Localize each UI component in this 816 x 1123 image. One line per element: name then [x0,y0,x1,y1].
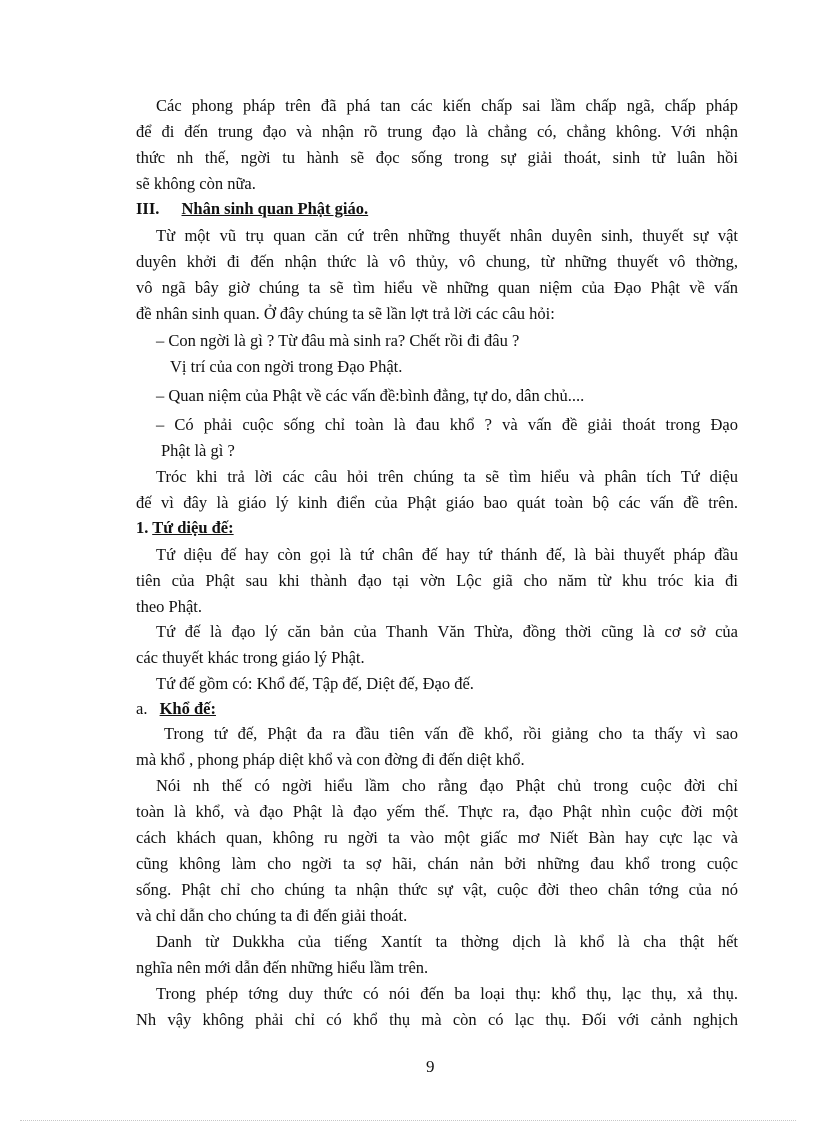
section-number: a. [136,699,148,718]
paragraph-line: toàn là khổ, và đạo Phật là đạo yếm thế. Thực ra, đạo Phật nhìn cuộc đời một [136,802,738,821]
list-item: – Con ngời là gì ? Từ đâu mà sinh ra? Chết rồi đi đâu ? [156,331,520,350]
paragraph-line: đề nhân sinh quan. Ở đây chúng ta sẽ lần lợt trả lời các câu hỏi: [136,304,555,323]
paragraph-line: cách khách quan, không ru ngời ta vào một giấc mơ Niết Bàn hay cực lạc và [136,828,738,847]
paragraph-line: mà khổ , phong pháp diệt khổ và con đờng đi đến diệt khổ. [136,750,525,769]
list-item: – Có phải cuộc sống chỉ toàn là đau khổ ? và vấn đề giải thoát trong Đạo [156,415,738,434]
paragraph-line: sống. Phật chỉ cho chúng ta nhận thức sự vật, cuộc đời theo chân tớng của nó [136,880,738,899]
list-item: – Quan niệm của Phật về các vấn đề:bình đẳng, tự do, dân chủ.... [156,386,585,405]
section-number: 1. [136,518,149,537]
paragraph-line: Các phong pháp trên đã phá tan các kiến chấp sai lầm chấp ngã, chấp pháp [156,96,738,115]
paragraph-line: đế vì đây là giáo lý kinh điển của Phật giáo bao quát toàn bộ các vấn đề trên. [136,493,738,512]
paragraph-line: duyên khởi đi đến nhận thức là vô thủy, vô chung, từ những thuyết vô thờng, [136,252,738,271]
paragraph-line: tiên của Phật sau khi thành đạo tại vờn Lộc giã cho năm từ khu tróc kia đi [136,571,738,590]
paragraph-line: cũng không làm cho ngời ta sợ hãi, chán nản bởi những đau khổ trong cuộc [136,854,738,873]
paragraph-line: Trong phép tớng duy thức có nói đến ba loại thụ: khổ thụ, lạc thụ, xả thụ. [156,984,738,1003]
paragraph-line: Từ một vũ trụ quan căn cứ trên những thuyết nhân duyên sinh, thuyết sự vật [156,226,738,245]
list-item-continuation: Vị trí của con ngời trong Đạo Phật. [170,357,403,376]
section-title: Khổ đế: [159,699,216,718]
paragraph-line: vô ngã bây giờ chúng ta sẽ tìm hiểu về những quan niệm của Đạo Phật về vấn [136,278,738,297]
paragraph-line: Danh từ Dukkha của tiếng Xantít ta thờng dịch là khổ là cha thật hết [156,932,738,951]
paragraph-line: Trong tứ đế, Phật đa ra đầu tiên vấn đề khổ, rồi giảng cho ta thấy vì sao [164,724,738,743]
paragraph-line: theo Phật. [136,597,202,616]
paragraph-line: nghĩa nên mới dẫn đến những hiểu lầm trên. [136,958,429,977]
section-title: Nhân sinh quan Phật giáo. [181,199,369,218]
section-title: Tứ diệu đế: [152,518,234,537]
paragraph-line: Tứ đế là đạo lý căn bản của Thanh Văn Thừa, đồng thời cũng là cơ sở của [156,622,738,641]
section-heading-a [136,699,216,719]
list-item-continuation: Phật là gì ? [161,441,235,460]
paragraph-line: và chỉ dẫn cho chúng ta đi đến giải thoát. [136,906,408,925]
paragraph-line: Nh vậy không phải chỉ có khổ thụ mà còn có lạc thụ. Đối với cảnh nghịch [136,1010,738,1029]
page-edge-divider [20,1120,796,1121]
page-number: 9 [426,1057,435,1076]
paragraph-line: Tróc khi trả lời các câu hỏi trên chúng ta sẽ tìm hiểu và phân tích Tứ diệu [156,467,738,486]
paragraph-line: Tứ đế gồm có: Khổ đế, Tập đế, Diệt đế, Đạo đế. [156,674,474,693]
paragraph-line: Tứ diệu đế hay còn gọi là tứ chân đế hay tứ thánh đế, là bài thuyết pháp đầu [156,545,738,564]
section-heading-iii [136,199,368,219]
paragraph-line: các thuyết khác trong giáo lý Phật. [136,648,365,667]
paragraph-line: thức nh thế, ngời tu hành sẽ đọc sống trong sự giải thoát, sinh tử luân hồi [136,148,738,167]
section-heading-1 [136,518,234,538]
paragraph-line: sẽ không còn nữa. [136,174,256,193]
paragraph-line: Nói nh thế có ngời hiểu lầm cho rằng đạo Phật chủ trong cuộc đời chỉ [156,776,738,795]
paragraph-line: để đi đến trung đạo và nhận rõ trung đạo là chẳng có, chẳng không. Với nhận [136,122,738,141]
section-number: III. [136,199,160,218]
